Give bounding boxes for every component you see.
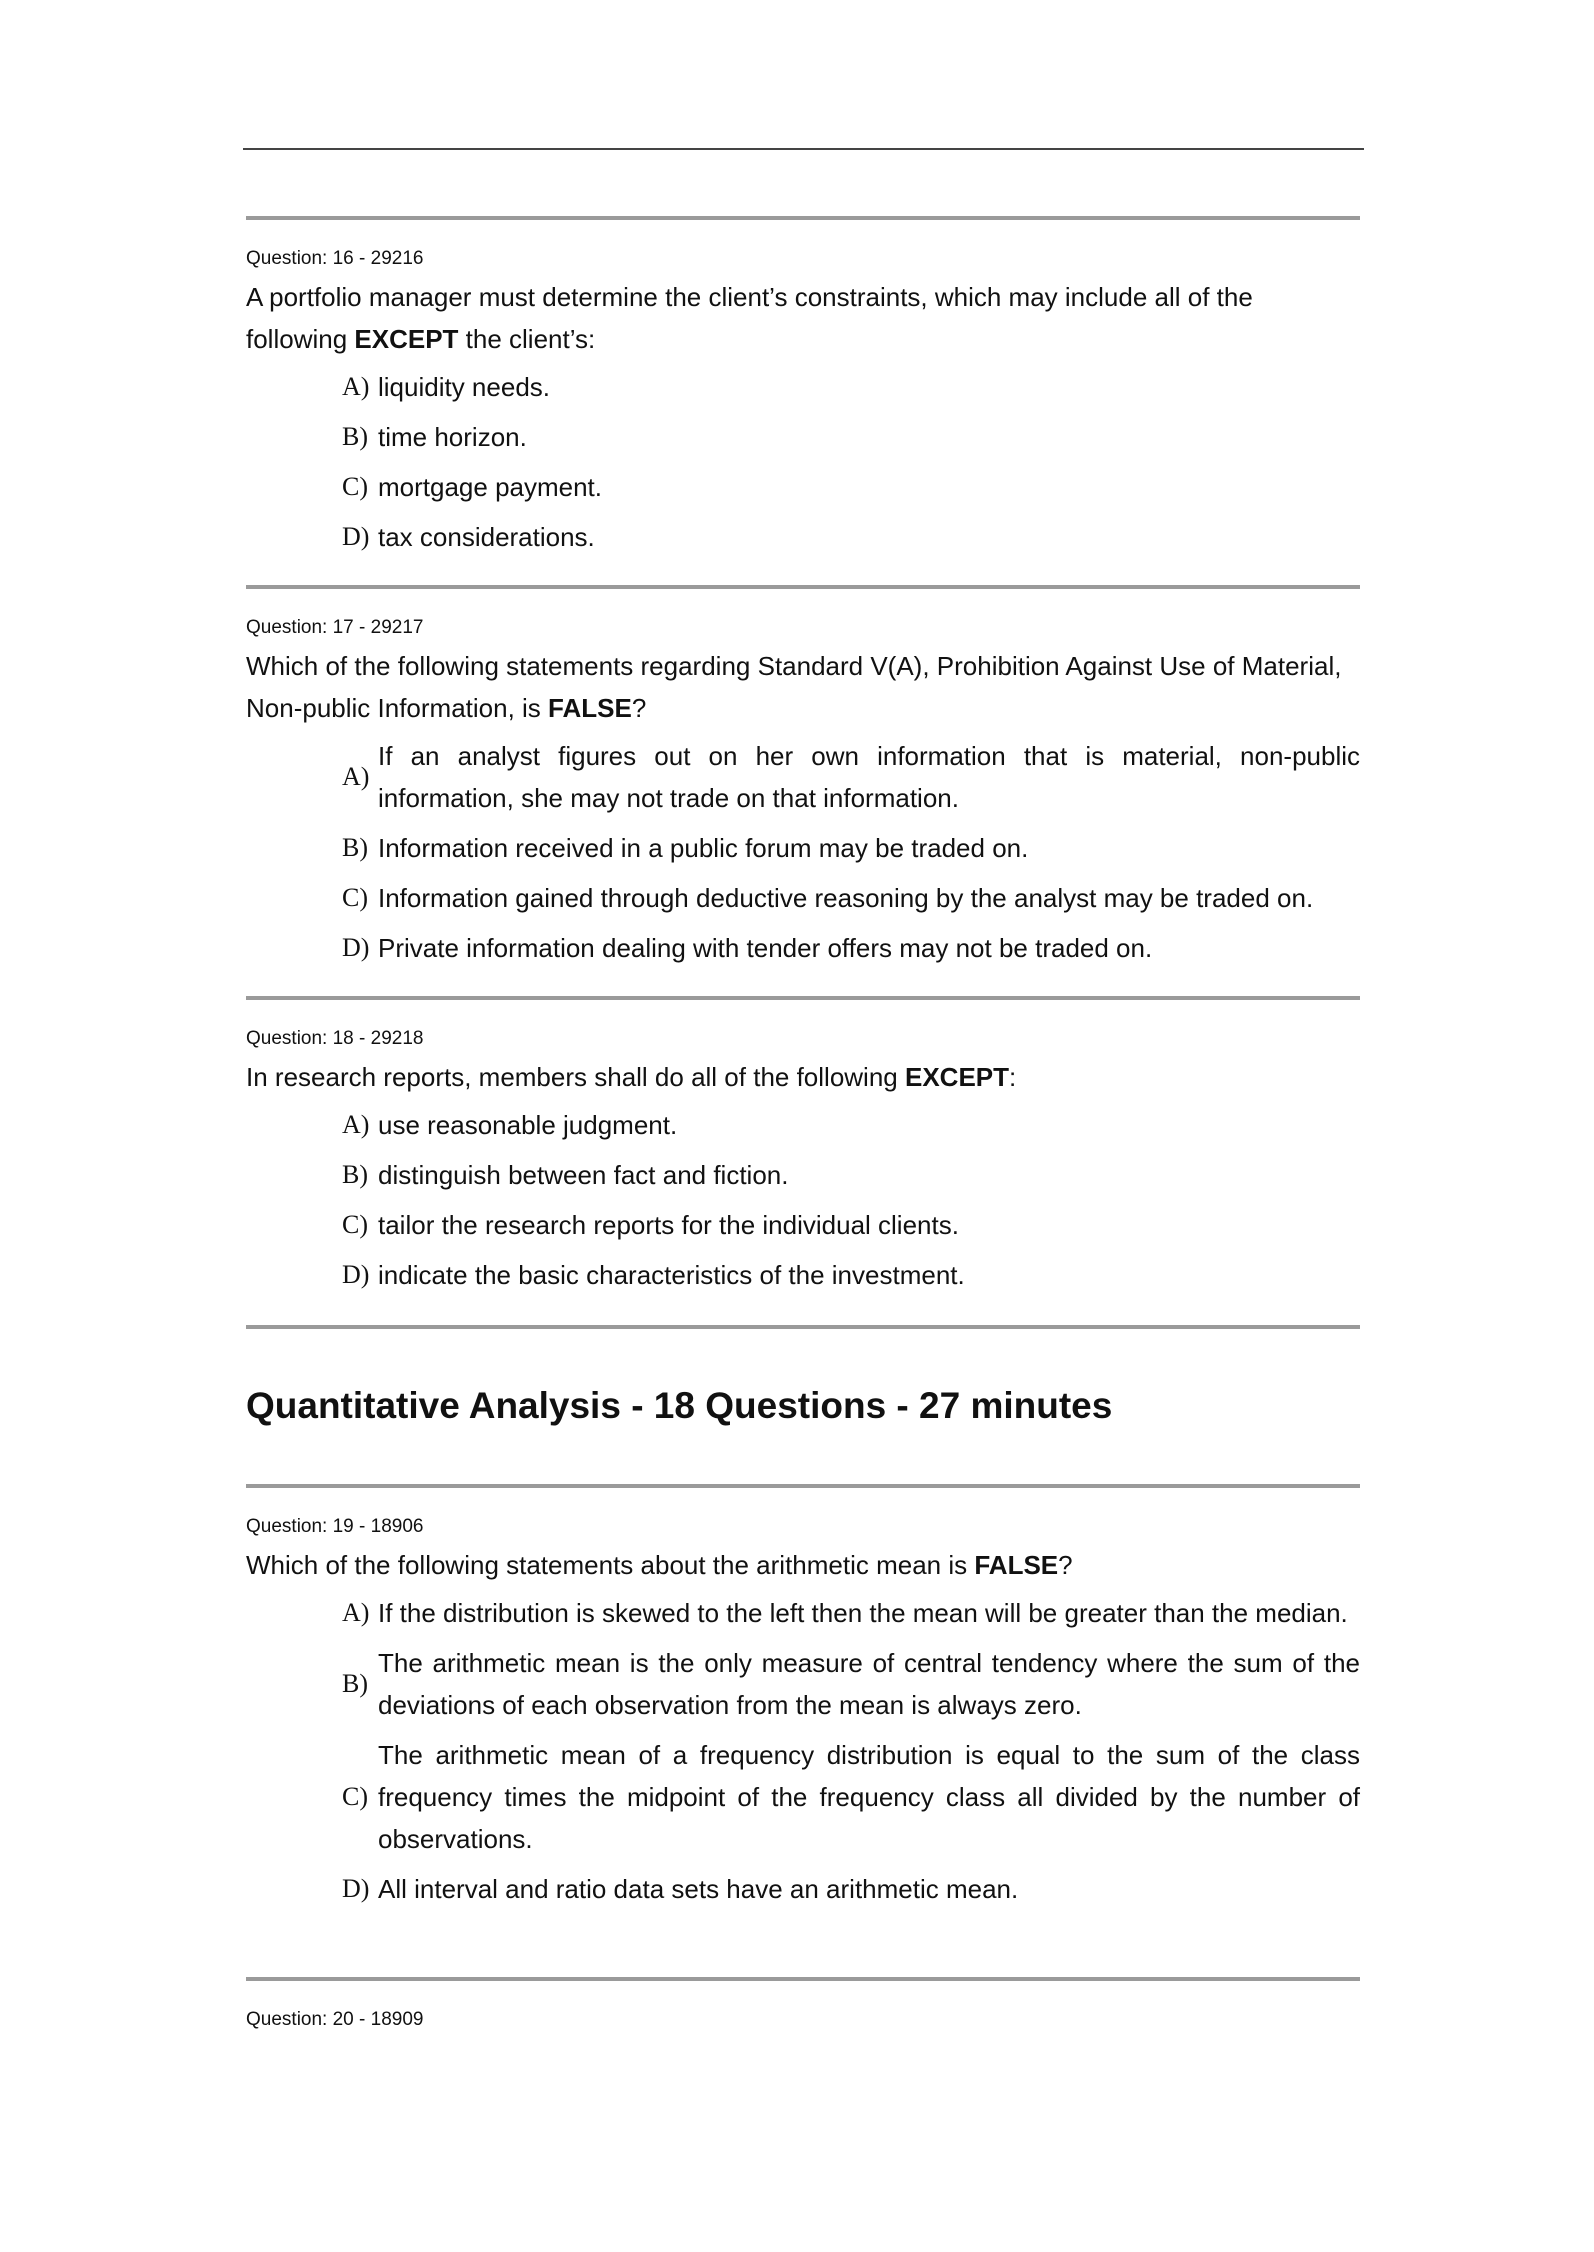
option-letter: A) bbox=[342, 372, 370, 401]
answer-option[interactable] bbox=[342, 466, 1360, 508]
option-text: tailor the research reports for the individual clients. bbox=[378, 1210, 959, 1240]
option-text: time horizon. bbox=[378, 422, 527, 452]
answer-option[interactable] bbox=[342, 416, 1360, 458]
answer-option[interactable] bbox=[342, 1734, 1360, 1860]
question-number: Question: 20 - 18909 bbox=[246, 2009, 424, 2030]
option-text: The arithmetic mean is the only measure of central tendency where the sum of the deviations of each observation from the mean is always zero. bbox=[378, 1648, 1360, 1720]
question-separator bbox=[246, 1484, 1360, 1488]
option-letter: B) bbox=[342, 1669, 368, 1698]
question-separator bbox=[246, 216, 1360, 220]
question-block bbox=[246, 585, 1360, 977]
question-separator bbox=[246, 585, 1360, 589]
answer-option[interactable] bbox=[342, 516, 1360, 558]
page-header-rule bbox=[243, 148, 1364, 150]
option-letter: D) bbox=[342, 933, 370, 962]
stem-emphasis: EXCEPT bbox=[904, 1062, 1010, 1092]
answer-option[interactable] bbox=[342, 1204, 1360, 1246]
option-text: Information received in a public forum may be traded on. bbox=[378, 833, 1029, 863]
question-block bbox=[246, 996, 1360, 1304]
question-block bbox=[246, 1484, 1360, 1918]
option-letter: B) bbox=[342, 422, 368, 451]
option-letter: C) bbox=[342, 1210, 368, 1239]
answer-option[interactable] bbox=[342, 877, 1360, 919]
option-text: If an analyst figures out on her own information that is material, non-public information, she may not trade on that information. bbox=[378, 741, 1360, 813]
stem-emphasis: FALSE bbox=[548, 693, 632, 723]
option-text: distinguish between fact and fiction. bbox=[378, 1160, 789, 1190]
option-text: tax considerations. bbox=[378, 522, 595, 552]
stem-emphasis: FALSE bbox=[974, 1550, 1059, 1580]
option-text: The arithmetic mean of a frequency distribution is equal to the sum of the class frequency times the midpoint of the frequency class all divided by the number of observations. bbox=[378, 1740, 1360, 1854]
question-stem: In research reports, members shall do all of the following EXCEPT: bbox=[246, 1062, 1017, 1092]
option-text: liquidity needs. bbox=[378, 372, 550, 402]
question-number: Question: 17 - 29217 bbox=[246, 617, 424, 638]
option-letter: A) bbox=[342, 762, 370, 791]
answer-option[interactable] bbox=[342, 1868, 1360, 1910]
option-letter: D) bbox=[342, 522, 370, 551]
option-letter: C) bbox=[342, 883, 368, 912]
option-letter: C) bbox=[342, 472, 368, 501]
option-letter: A) bbox=[342, 1110, 370, 1139]
answer-option[interactable] bbox=[342, 366, 1360, 408]
option-text: Private information dealing with tender offers may not be traded on. bbox=[378, 933, 1153, 963]
question-block bbox=[246, 1977, 1360, 2031]
question-separator bbox=[246, 1977, 1360, 1981]
question-separator bbox=[246, 1325, 1360, 1329]
question-number: Question: 18 - 29218 bbox=[246, 1028, 424, 1049]
option-text: use reasonable judgment. bbox=[378, 1110, 678, 1140]
answer-option[interactable] bbox=[342, 1254, 1360, 1296]
answer-options bbox=[342, 735, 1360, 969]
question-number: Question: 16 - 29216 bbox=[246, 248, 424, 269]
answer-option[interactable] bbox=[342, 1154, 1360, 1196]
option-text: Information gained through deductive reasoning by the analyst may be traded on. bbox=[378, 883, 1314, 913]
answer-options bbox=[342, 1592, 1360, 1910]
section-top-separator bbox=[246, 1325, 1360, 1329]
option-letter: A) bbox=[342, 1598, 370, 1627]
question-block bbox=[246, 216, 1360, 566]
question-separator bbox=[246, 996, 1360, 1000]
option-letter: B) bbox=[342, 1160, 368, 1189]
option-text: All interval and ratio data sets have an arithmetic mean. bbox=[378, 1874, 1019, 1904]
option-letter: C) bbox=[342, 1782, 368, 1811]
answer-options bbox=[342, 366, 1360, 558]
section-title: Quantitative Analysis - 18 Questions - 27 minutes bbox=[246, 1385, 1113, 1426]
option-letter: D) bbox=[342, 1874, 370, 1903]
option-text: If the distribution is skewed to the left then the mean will be greater than the median. bbox=[378, 1598, 1348, 1628]
option-text: indicate the basic characteristics of the investment. bbox=[378, 1260, 965, 1290]
question-stem: Which of the following statements about the arithmetic mean is FALSE? bbox=[246, 1550, 1073, 1580]
answer-option[interactable] bbox=[342, 1104, 1360, 1146]
answer-option[interactable] bbox=[342, 1592, 1360, 1634]
answer-option[interactable] bbox=[342, 927, 1360, 969]
answer-options bbox=[342, 1104, 1360, 1296]
stem-emphasis: EXCEPT bbox=[354, 324, 459, 354]
option-letter: D) bbox=[342, 1260, 370, 1289]
question-stem: Which of the following statements regarding Standard V(A), Prohibition Against Use of Material, Non-public Information, is FALSE? bbox=[246, 651, 1342, 723]
option-text: mortgage payment. bbox=[378, 472, 603, 502]
question-stem: A portfolio manager must determine the client’s constraints, which may include all of the following EXCEPT the client’s: bbox=[246, 282, 1253, 354]
question-number: Question: 19 - 18906 bbox=[246, 1516, 424, 1537]
answer-option[interactable] bbox=[342, 827, 1360, 869]
answer-option[interactable] bbox=[342, 1642, 1360, 1726]
answer-option[interactable] bbox=[342, 735, 1360, 819]
option-letter: B) bbox=[342, 833, 368, 862]
